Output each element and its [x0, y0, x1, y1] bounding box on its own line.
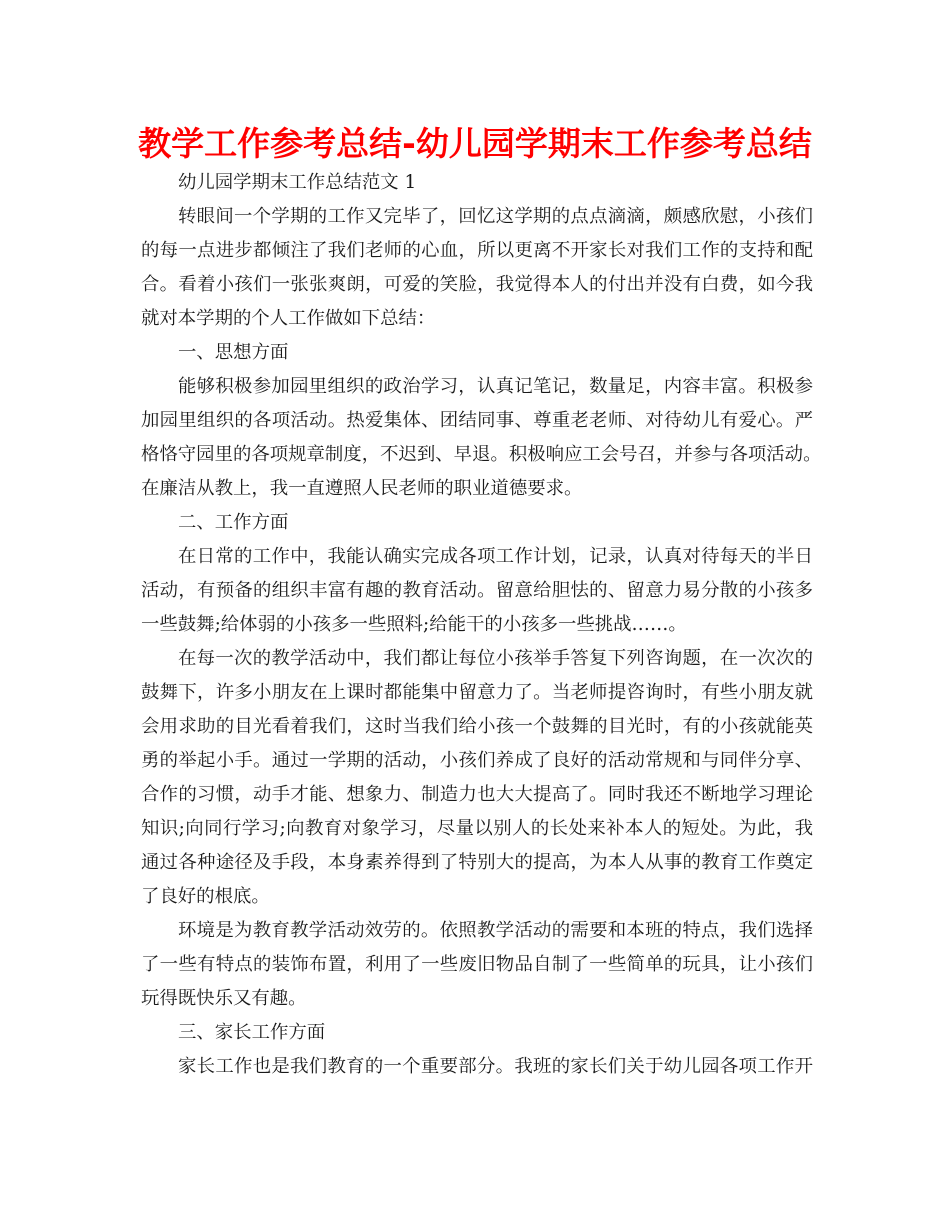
paragraph — [141, 1050, 813, 1084]
text-line: 玩得既快乐又有趣。 — [141, 988, 307, 1009]
text-line: 幼儿园学期末工作总结范文 1 — [178, 172, 417, 193]
text-line: 鼓舞下，许多小朋友在上课时都能集中留意力了。当老师提咨询时，有些小朋友就 — [141, 682, 813, 703]
document-subtitle — [141, 166, 813, 200]
text-line: 转眼间一个学期的工作又完毕了，回忆这学期的点点滴滴，颇感欣慰，小孩们 — [178, 206, 813, 227]
document-body — [141, 166, 822, 1084]
section-heading — [141, 336, 813, 370]
text-line: 能够积极参加园里组织的政治学习，认真记笔记，数量足，内容丰富。积极参 — [178, 376, 813, 397]
text-line: 加园里组织的各项活动。热爱集体、团结同事、尊重老老师、对待幼儿有爱心。严 — [141, 410, 813, 431]
paragraph — [141, 642, 813, 914]
text-line: 二、工作方面 — [178, 512, 289, 533]
text-line: 家长工作也是我们教育的一个重要部分。我班的家长们关于幼儿园各项工作开 — [178, 1056, 813, 1077]
paragraph — [141, 914, 813, 1016]
text-line: 通过各种途径及手段，本身素养得到了特别大的提高，为本人从事的教育工作奠定 — [141, 852, 813, 873]
text-line: 在每一次的教学活动中，我们都让每位小孩举手答复下列咨询题，在一次次的 — [178, 648, 813, 669]
document-title: 教学工作参考总结-幼儿园学期末工作参考总结 — [138, 124, 812, 163]
text-line: 合。看着小孩们一张张爽朗，可爱的笑脸，我觉得本人的付出并没有白费，如今我 — [141, 274, 813, 295]
paragraph — [141, 540, 813, 642]
text-line: 勇的举起小手。通过一学期的活动，小孩们养成了良好的活动常规和与同伴分享、 — [141, 750, 813, 771]
text-line: 在日常的工作中，我能认确实完成各项工作计划，记录，认真对待每天的半日 — [178, 546, 813, 567]
section-heading — [141, 506, 813, 540]
text-line: 在廉洁从教上，我一直遵照人民老师的职业道德要求。 — [141, 478, 583, 499]
text-line: 知识;向同行学习;向教育对象学习，尽量以别人的长处来补本人的短处。为此，我 — [141, 818, 813, 839]
text-line: 了一些有特点的装饰布置，利用了一些废旧物品自制了一些简单的玩具，让小孩们 — [141, 954, 813, 975]
paragraph — [141, 200, 813, 336]
text-line: 的每一点进步都倾注了我们老师的心血，所以更离不开家长对我们工作的支持和配 — [141, 240, 813, 261]
section-heading — [141, 1016, 813, 1050]
text-line: 会用求助的目光看着我们，这时当我们给小孩一个鼓舞的目光时，有的小孩就能英 — [141, 716, 813, 737]
paragraph — [141, 370, 822, 506]
text-line: 一、思想方面 — [178, 342, 289, 363]
text-line: 环境是为教育教学活动效劳的。依照教学活动的需要和本班的特点，我们选择 — [178, 920, 813, 941]
text-line: 一些鼓舞;给体弱的小孩多一些照料;给能干的小孩多一些挑战……。 — [141, 614, 687, 635]
text-line: 活动，有预备的组织丰富有趣的教育活动。留意给胆怯的、留意力易分散的小孩多 — [141, 580, 813, 601]
text-line: 了良好的根底。 — [141, 886, 270, 907]
text-line: 合作的习惯，动手才能、想象力、制造力也大大提高了。同时我还不断地学习理论 — [141, 784, 813, 805]
text-line: 就对本学期的个人工作做如下总结： — [141, 308, 436, 329]
text-line: 三、家长工作方面 — [178, 1022, 326, 1043]
text-line: 格恪守园里的各项规章制度，不迟到、早退。积极响应工会号召，并参与各项活动。 — [141, 444, 822, 465]
